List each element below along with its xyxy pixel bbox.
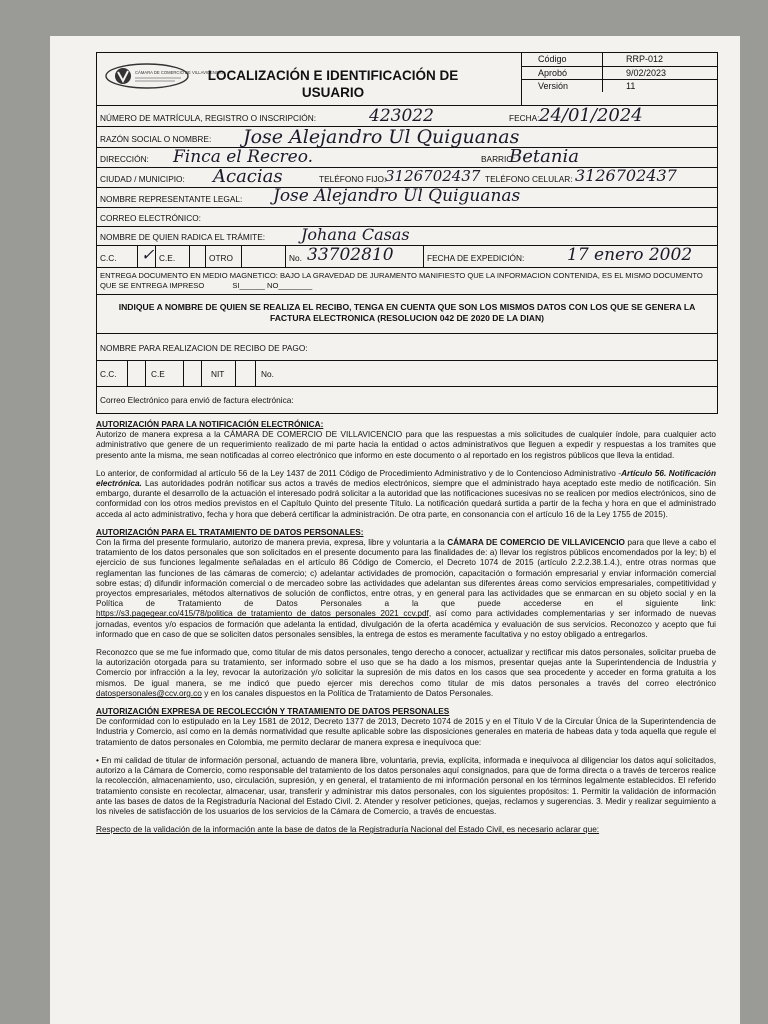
otro-label: OTRO [209,253,233,263]
section-title-tratamiento: AUTORIZACIÓN PARA EL TRATAMIENTO DE DATOS PERSONALES: [96,527,364,537]
version-value: 11 [626,81,636,91]
ciudad-value[interactable]: Acacias [213,166,283,187]
indique-row [97,295,717,334]
representante-row [97,188,717,208]
recibo-label: NOMBRE PARA REALIZACION DE RECIBO DE PAGO: [100,343,308,353]
expedicion-value[interactable]: 17 enero 2002 [567,245,693,265]
ciudad-row [97,168,717,188]
indique-instruction: INDIQUE A NOMBRE DE QUIEN SE REALIZA EL RECIBO, TENGA EN CUENTA QUE SON LOS MISMOS DATOS CON LOS QUE SE GENERA LA FACTURA ELECTRONICA (RESOLUCION 042 DE 2020 DE LA DIAN) [118,302,696,323]
tel-cel-label: TELÉFONO CELULAR: [485,174,573,184]
fecha-value[interactable]: 24/01/2024 [539,105,643,126]
bullet-paragraph: • En mi calidad de titular de información personal, actuando de manera libre, voluntaria, previa, explícita, informada e inequívoca al diligenciar los datos aquí solicitados, autorizo a la Cámara de Comercio, como responsable del tratamiento de los datos personales aquí consignados, para que de forma directa o a través de terceros realice la recolección, almacenamiento, uso, circulación, supresión, y en general, el tratamiento de mi información personal en los términos legalmente establecidos. El referido tratamiento consiste en recolectar, almacenar, usar, transferir y administrar mis datos personales, con los siguientes propósitos: 1. Permitir la validación de información ante las bases de datos de la Registraduría Nacional del Estado Civil. 2. Atender y resolver peticiones, quejas, reclamos y sugerencias. 3. Medir y realizar seguimiento a los niveles de satisfacción de los usuarios de los servicios de la Cámara de Comercio, a través de encuestas. [96,755,716,816]
policy-link[interactable]: https://s3.pagegear.co/415/78/politica_de_tratamiento_de_datos_personales_2021_ccv.pdf [96,609,429,619]
document-control-box [521,53,718,105]
ley-paragraph-c: Las autoridades podrán notificar sus actos a través de medios electrónicos, siempre que el administrado haya aceptado este medio de notificación. Sin embargo, durante el desarrollo de la actuación el interesado podrá solicitar a la autoridad que las notificaciones sucesivas no se realicen por medios electrónicos, sino de conformidad con los otros medios previstos en el Capítulo Quinto del presente Título. La notificación quedará surtida a partir de la fecha y hora en que el administrado acceda al acto administrativo, fecha y hora que deberá certificar la administración. De otra parte, en consonancia con el artículo 16 de la Ley 1755 de 2015). [96,479,716,519]
svg-text:CÁMARA DE COMERCIO DE VILLAVIC: CÁMARA DE COMERCIO DE VILLAVICENCIO [135,70,224,75]
recibo-row [97,334,717,361]
correo-factura-row [97,387,717,413]
section-title-recoleccion: AUTORIZACIÓN EXPRESA DE RECOLECCIÓN Y TRATAMIENTO DE DATOS PERSONALES [96,707,450,717]
no-option-label: NO [267,281,279,290]
magnetico-text: ENTREGA DOCUMENTO EN MEDIO MAGNETICO: BAJO LA GRAVEDAD DE JURAMENTO MANIFIESTO QUE LA INFORMACION CONTENIDA, ES EL MISMO DOCUMENTO QUE SE ENTREGA IMPRESO [100,271,703,290]
recibo-ce-label: C.E [151,369,165,379]
form-header [97,53,717,106]
derechos-paragraph-a: Reconozco que se me fue informado que, como titular de mis datos personales, tengo derecho a conocer, actualizar y rectificar mis datos personales, solicitar prueba de la autorización otorgada para su tratamiento, ser informado sobre el uso que se ha dado a los mismos, presentar quejas ante la Superintendencia de Industria y Comercio por infracción a la ley, revocar la autorización y/o solicitar la supresión de mis datos en los casos que sea procedente y acceder en forma gratuita a los mismos. De igual manera, se me indicó que puedo ejercer mis derechos como titular de mis datos personales a través del correo electrónico [96,648,716,688]
direccion-value[interactable]: Finca el Recreo. [173,147,314,167]
articulo-56-title: Artículo 56. Notificación electrónica. [96,468,716,489]
notificacion-paragraph: Autorizo de manera expresa a la CÁMARA DE COMERCIO DE VILLAVICENCIO para que las respuestas a mis solicitudes de cualquier índole, para cualquier acto administrativo que genere de un requerimiento realizado de mi parte hacia la entidad o actos administrativos que lleguen a expedir y respuestas a los tramites que presento ante la misma, me sean notificadas al correo electrónico que informo en este documento o al reportado en los registros públicos que lleva la entidad. [96,430,716,460]
form-title: LOCALIZACIÓN E IDENTIFICACIÓN DE USUARIO [207,68,459,100]
tratamiento-paragraph-d: , así como para actividades complementarias y ser informado de nuevas jornadas, eventos y/o espacios de formación que adelanta la entidad, divulgación de la oferta académica y evaluación de sus servicios. Reconozco y acepto que fui informado que en caso de que se soliciten datos personales sensibles, la entrega de estos es meramente facultativa y no estoy obligado a entregarlos. [96,609,716,639]
radica-value[interactable]: Johana Casas [301,225,410,244]
magnetico-row: ENTREGA DOCUMENTO EN MEDIO MAGNETICO: BAJO LA GRAVEDAD DE JURAMENTO MANIFIESTO QUE LA INFORMACION CONTENIDA, ES EL MISMO DOCUMENTO QUE SE ENTREGA IMPRESO SI______ NO________ [97,268,717,295]
barrio-label: BARRIO: [481,154,516,164]
authorization-text [96,420,716,843]
representante-value[interactable]: Jose Alejandro Ul Quiguanas [273,186,521,206]
tratamiento-paragraph-c: para que lleve a cabo el tratamiento de los datos personales que son solicitados en el presente documento para las finalidades de: a) llevar los registros públicos encomendados por la ley; b) el ejercicio de sus funciones legalmente señaladas en el artículo 86 Código de Comercio, el Decreto 1074 de 2015 (artículo 2.2.2.38.1.4.), entre otras normas que reglamentan las funciones de las cámaras de comercio; c) adelantar actividades de promoción, capacitación o formación empresarial y enviar información comercial sobre estas; d) difundir información comercial o de mercadeo sobre las actividades que adelantan sus diferentes áreas como servicios empresariales, competitividad y proyectos empresariales, métodos alternativos de solución de conflictos, entre otras, y en general para las actividades que se enmarcan en su objeto social y en la Política de Tratamiento de Datos Personales a la que puede accederse en el siguiente link: [96,538,717,609]
matricula-value[interactable]: 423022 [369,106,434,126]
radica-row [97,227,717,246]
registration-form [96,52,718,414]
cc-label: C.C. [100,253,117,263]
fecha-label: FECHA: [509,113,540,123]
ce-label: C.E. [159,253,176,263]
razon-value[interactable]: Jose Alejandro Ul Quiguanas [243,126,520,148]
si-label: SI [232,281,240,290]
representante-label: NOMBRE REPRESENTANTE LEGAL: [100,194,243,204]
code-value: RRP-012 [626,54,664,64]
barrio-value[interactable]: Betania [509,146,579,167]
camara-name: CÁMARA DE COMERCIO DE VILLAVICENCIO [447,538,625,548]
razon-label: RAZÓN SOCIAL O NOMBRE: [100,134,212,144]
documento-row [97,246,717,268]
datos-email-link[interactable]: datospersonales@ccv.org.co [96,688,202,698]
tel-fijo-label: TELÉFONO FIJO: [319,174,387,184]
expedicion-label: FECHA DE EXPEDICIÓN: [427,253,525,263]
razon-row [97,127,717,148]
ciudad-label: CIUDAD / MUNICIPIO: [100,174,185,184]
chamber-logo-icon [105,63,224,89]
correo-factura-label: Correo Electrónico para envió de factura electrónica: [100,395,294,405]
ley-paragraph-a: Lo anterior, de conformidad al artículo 56 de la Ley 1437 de 2011 Código de Procedimiento Administrativo y de lo Contencioso Administrativo - [96,468,622,478]
recibo-id-row [97,361,717,387]
no-label: No. [289,253,302,263]
correo-label: CORREO ELECTRÓNICO: [100,213,201,223]
approved-value: 9/02/2023 [626,68,667,78]
tel-cel-value[interactable]: 3126702437 [575,166,677,185]
section-title-notificacion: AUTORIZACIÓN PARA LA NOTIFICACIÓN ELECTRÓNICA: [96,420,324,429]
recibo-cc-label: C.C. [100,369,117,379]
cc-checkmark-icon[interactable]: ✓ [141,245,155,264]
recibo-nit-label: NIT [211,369,225,379]
direccion-label: DIRECCIÓN: [100,154,149,164]
documento-number-value[interactable]: 33702810 [307,245,394,265]
code-label: Código [538,54,567,64]
tel-fijo-value[interactable]: 3126702437 [385,167,481,185]
derechos-paragraph-b: y en los canales dispuestos en la Política de Tratamiento de Datos Personales. [201,688,494,698]
version-label: Versión [538,81,569,91]
matricula-label: NÚMERO DE MATRÍCULA, REGISTRO O INSCRIPCIÓN: [100,113,317,123]
direccion-row [97,148,717,168]
radica-label: NOMBRE DE QUIEN RADICA EL TRÁMITE: [100,232,266,242]
approved-label: Aprobó [538,68,568,78]
registraduria-paragraph: Respecto de la validación de la información ante la base de datos de la Registraduría Nacional del Estado Civil, es necesario aclarar que: [96,825,600,835]
recibo-no-label: No. [261,369,274,379]
matricula-row [97,106,717,127]
tratamiento-paragraph-a: Con la firma del presente formulario, autorizo de manera previa, expresa, libre y voluntaria a la [96,538,448,548]
recoleccion-paragraph: De conformidad con lo estipulado en la Ley 1581 de 2012, Decreto 1377 de 2013, Decreto 1074 de 2015 y en el Título V de la Circular Única de la Superintendencia de Industria y Comercio, así como en la demás normatividad que resulte aplicable sobre las disposiciones generales en materia de habeas data y toda aquella que regule el tratamiento de datos personales en Colombia, me permito declarar de manera expresa e inequívoca que: [96,717,716,747]
